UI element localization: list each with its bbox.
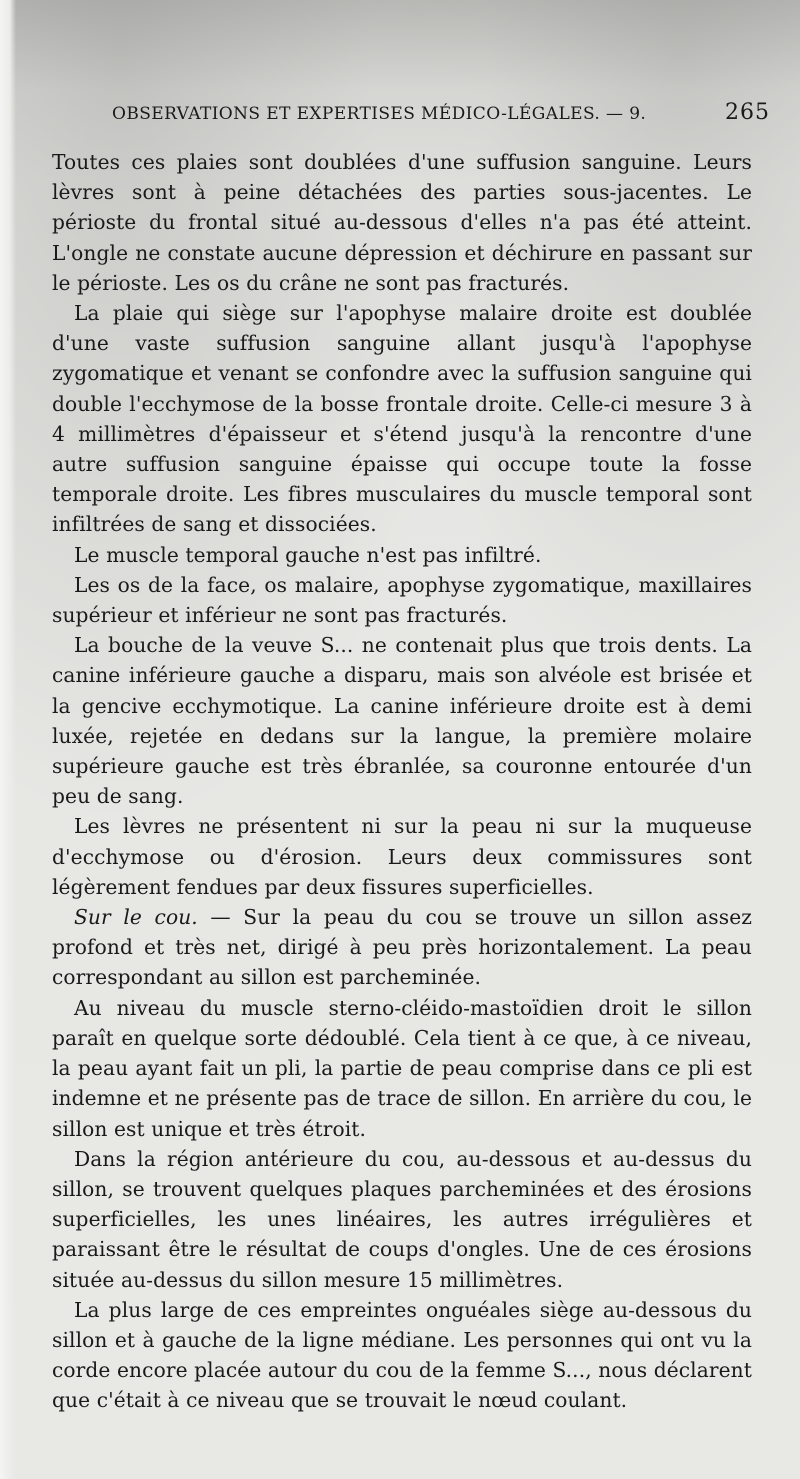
page-gutter <box>0 0 16 1479</box>
paragraph-text: Les lèvres ne présentent ni sur la peau ni sur la muqueuse d'ecchymose ou d'érosion. Leurs deux commissures sont légèrement fendues par deux fissures superficielles. <box>52 814 752 899</box>
running-title: OBSERVATIONS ET EXPERTISES MÉDICO-LÉGALES. — 9. <box>112 104 647 124</box>
paragraph-text: La bouche de la veuve S... ne contenait plus que trois dents. La canine inférieure gauche a disparu, mais son alvéole est brisée et la gencive ecchymotique. La canine inférieure droite est à demi luxée, rejetée en dedans sur la langue, la première molaire supérieure gauche est très ébranlée, sa couronne entourée d'un peu de sang. <box>52 633 752 809</box>
section-heading-neck: Sur le cou. <box>74 905 198 930</box>
paragraph-text: La plaie qui siège sur l'apophyse malaire droite est doublée d'une vaste suffusion sanguine allant jusqu'à l'apophyse zygomatique et venant se confondre avec la suffusion sanguine qui double l'ecchymose de la bosse frontale droite. Celle-ci mesure 3 à 4 millimètres d'épaisseur et s'étend jusqu'à la rencontre d'une autre suffusion sanguine épaisse qui occupe toute la fosse temporale droite. Les fibres musculaires du muscle temporal sont infiltrées de sang et dissociées. <box>52 301 752 537</box>
paragraph-text: Le muscle temporal gauche n'est pas infiltré. <box>74 542 542 567</box>
paragraph-1 <box>52 147 752 298</box>
paragraph-text: Au niveau du muscle sterno-cléido-mastoïdien droit le sillon paraît en quelque sorte dédoublé. Cela tient à ce que, à ce niveau, la peau ayant fait un pli, la partie de peau comprise dans ce pli est indemne et ne présente pas de trace de sillon. En arrière du cou, le sillon est unique et très étroit. <box>52 995 752 1141</box>
paragraph-text: Dans la région antérieure du cou, au-dessous et au-dessus du sillon, se trouvent quelques plaques parcheminées et des érosions superficielles, les unes linéaires, les autres irrégulières et paraissant être le résultat de coups d'ongles. Une de ces érosions située au-dessus du sillon mesure 15 millimètres. <box>52 1146 752 1292</box>
paragraph-9 <box>52 1144 752 1295</box>
paragraph-5 <box>52 630 752 811</box>
paragraph-6 <box>52 811 752 902</box>
paragraph-3 <box>52 540 752 570</box>
paragraph-4 <box>52 570 752 630</box>
paragraph-7 <box>52 902 752 993</box>
paragraph-text: — Sur la peau du cou se trouve un sillon assez profond et très net, dirigé à peu près horizontalement. La peau correspondant au sillon est parcheminée. <box>52 905 753 990</box>
paragraph-text: Les os de la face, os malaire, apophyse zygomatique, maxillaires supérieur et inférieur ne sont pas fracturés. <box>52 572 752 628</box>
paragraph-10 <box>52 1295 752 1416</box>
body-text <box>52 147 752 1416</box>
paragraph-text: La plus large de ces empreintes onguéales siège au-dessous du sillon et à gauche de la ligne médiane. Les personnes qui ont vu la corde encore placée autour du cou de la femme S..., nous déclarent que c'était à ce niveau que se trouvait le nœud coulant. <box>52 1297 752 1413</box>
page-number: 265 <box>725 100 770 125</box>
running-header <box>112 100 770 125</box>
paragraph-text: Toutes ces plaies sont doublées d'une suffusion sanguine. Leurs lèvres sont à peine détachées des parties sous-jacentes. Le périoste du frontal situé au-dessous d'elles n'a pas été atteint. L'ongle ne constate aucune dépression et déchirure en passant sur le périoste. Les os du crâne ne sont pas fracturés. <box>52 150 752 295</box>
paragraph-8 <box>52 993 752 1144</box>
paragraph-2 <box>52 298 752 540</box>
